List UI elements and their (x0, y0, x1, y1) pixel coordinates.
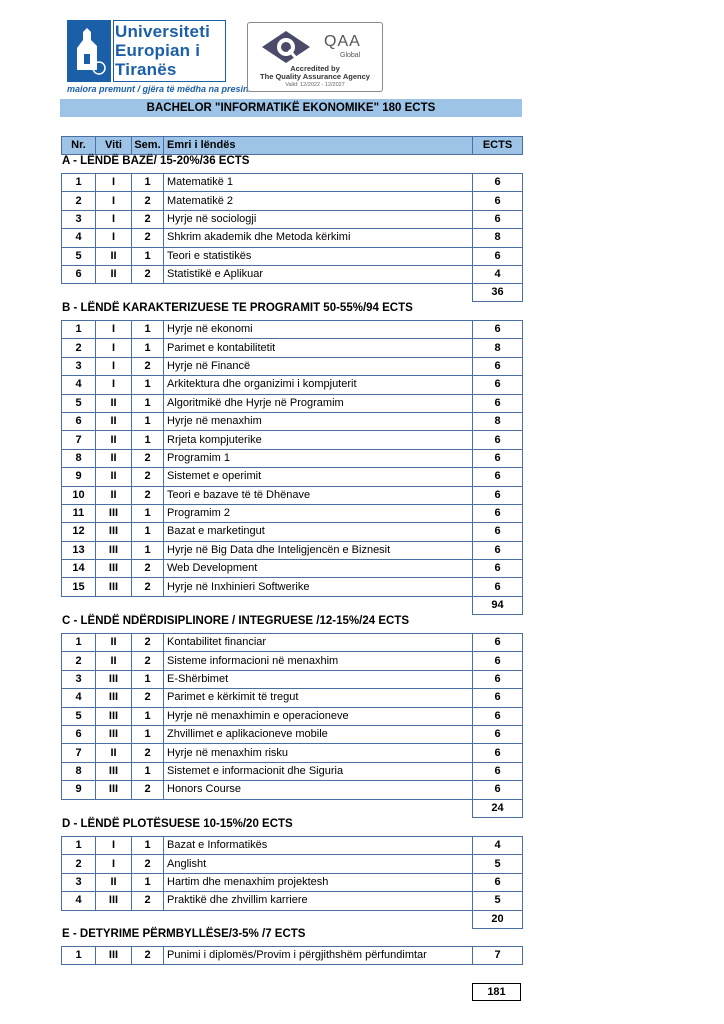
cell-course-name: Hyrje në ekonomi (164, 321, 473, 339)
section-total: 20 (473, 910, 523, 928)
col-name: Emri i lëndës (164, 137, 473, 155)
cell-nr: 1 (62, 947, 96, 965)
empty-cell (96, 596, 132, 614)
cell-sem: 2 (132, 689, 164, 707)
cell-course-name: Hyrje në Inxhinieri Softwerike (164, 578, 473, 596)
cell-nr: 9 (62, 781, 96, 799)
table-row (62, 210, 523, 228)
cell-ects: 6 (473, 578, 523, 596)
cell-viti: II (96, 634, 132, 652)
table-row (62, 578, 523, 596)
cell-nr: 1 (62, 634, 96, 652)
cell-ects: 5 (473, 892, 523, 910)
cell-viti: III (96, 523, 132, 541)
cell-viti: II (96, 486, 132, 504)
cell-sem: 2 (132, 229, 164, 247)
university-motto: maiora premunt / gjëra të mëdha na presin (67, 84, 249, 94)
cell-nr: 2 (62, 652, 96, 670)
cell-nr: 13 (62, 541, 96, 559)
cell-ects: 6 (473, 634, 523, 652)
cell-ects: 8 (473, 229, 523, 247)
cell-viti: I (96, 339, 132, 357)
cell-course-name: Hyrje në Big Data dhe Inteligjencën e Biznesit (164, 541, 473, 559)
cell-sem: 2 (132, 449, 164, 467)
cell-viti: III (96, 670, 132, 688)
cell-sem: 1 (132, 541, 164, 559)
cell-viti: III (96, 781, 132, 799)
cell-nr: 7 (62, 744, 96, 762)
cell-nr: 9 (62, 468, 96, 486)
cell-ects: 6 (473, 689, 523, 707)
cell-course-name: Parimet e kërkimit të tregut (164, 689, 473, 707)
col-nr: Nr. (62, 137, 96, 155)
cell-sem: 1 (132, 174, 164, 192)
cell-sem: 2 (132, 560, 164, 578)
empty-cell (164, 799, 473, 817)
table-row (62, 892, 523, 910)
cell-ects: 7 (473, 947, 523, 965)
cell-viti: III (96, 707, 132, 725)
cell-viti: II (96, 873, 132, 891)
table-row (62, 192, 523, 210)
course-table (61, 946, 523, 965)
cell-ects: 6 (473, 174, 523, 192)
cell-course-name: Honors Course (164, 781, 473, 799)
cell-ects: 6 (473, 357, 523, 375)
cell-sem: 1 (132, 523, 164, 541)
cell-ects: 4 (473, 265, 523, 283)
empty-cell (62, 596, 96, 614)
empty-cell (96, 910, 132, 928)
cell-nr: 14 (62, 560, 96, 578)
table-header-row (62, 137, 523, 155)
cell-sem: 1 (132, 837, 164, 855)
cell-sem: 1 (132, 707, 164, 725)
section-heading: A - LËNDË BAZË/ 15-20%/36 ECTS (62, 155, 250, 167)
cell-course-name: Matematikë 2 (164, 192, 473, 210)
cell-viti: III (96, 725, 132, 743)
cell-ects: 6 (473, 504, 523, 522)
table-row (62, 762, 523, 780)
cell-nr: 8 (62, 762, 96, 780)
section-total: 36 (473, 284, 523, 302)
cell-ects: 4 (473, 837, 523, 855)
cell-viti: I (96, 837, 132, 855)
cell-sem: 1 (132, 670, 164, 688)
cell-course-name: Shkrim akademik dhe Metoda kërkimi (164, 229, 473, 247)
empty-cell (164, 284, 473, 302)
cell-nr: 5 (62, 247, 96, 265)
cell-ects: 6 (473, 523, 523, 541)
cell-viti: II (96, 394, 132, 412)
cell-sem: 2 (132, 192, 164, 210)
cell-viti: II (96, 247, 132, 265)
cell-ects: 6 (473, 321, 523, 339)
qaa-accredited-text: Accredited by The Quality Assurance Agency (260, 64, 370, 81)
cell-nr: 3 (62, 670, 96, 688)
cell-sem: 2 (132, 947, 164, 965)
cell-ects: 6 (473, 541, 523, 559)
cell-course-name: Hyrje në Financë (164, 357, 473, 375)
qaa-accreditation-badge (247, 22, 383, 92)
table-row (62, 560, 523, 578)
section-heading: E - DETYRIME PËRMBYLLËSE/3-5% /7 ECTS (62, 928, 306, 940)
cell-sem: 2 (132, 892, 164, 910)
table-row (62, 394, 523, 412)
cell-sem: 1 (132, 247, 164, 265)
cell-ects: 6 (473, 192, 523, 210)
cell-course-name: Sistemet e informacionit dhe Siguria (164, 762, 473, 780)
cell-course-name: Bazat e Informatikës (164, 837, 473, 855)
section-heading: D - LËNDË PLOTËSUESE 10-15%/20 ECTS (62, 818, 293, 830)
empty-cell (62, 284, 96, 302)
cell-viti: II (96, 449, 132, 467)
cell-ects: 6 (473, 781, 523, 799)
cell-nr: 11 (62, 504, 96, 522)
cell-course-name: Teori e bazave të të Dhënave (164, 486, 473, 504)
cell-nr: 15 (62, 578, 96, 596)
table-row (62, 670, 523, 688)
cell-ects: 6 (473, 725, 523, 743)
cell-course-name: Anglisht (164, 855, 473, 873)
cell-viti: I (96, 321, 132, 339)
cell-nr: 3 (62, 210, 96, 228)
cell-nr: 8 (62, 449, 96, 467)
cell-sem: 2 (132, 578, 164, 596)
cell-nr: 2 (62, 339, 96, 357)
cell-sem: 1 (132, 504, 164, 522)
cell-course-name: Bazat e marketingut (164, 523, 473, 541)
cell-nr: 7 (62, 431, 96, 449)
cell-viti: I (96, 229, 132, 247)
cell-course-name: Hyrje në menaxhimin e operacioneve (164, 707, 473, 725)
cell-course-name: E-Shërbimet (164, 670, 473, 688)
cell-nr: 6 (62, 412, 96, 430)
table-row (62, 339, 523, 357)
cell-course-name: Hartim dhe menaxhim projektesh (164, 873, 473, 891)
cell-nr: 4 (62, 689, 96, 707)
cell-sem: 2 (132, 744, 164, 762)
cell-course-name: Punimi i diplomës/Provim i përgjithshëm përfundimtar (164, 947, 473, 965)
cell-course-name: Zhvillimet e aplikacioneve mobile (164, 725, 473, 743)
cell-viti: II (96, 468, 132, 486)
course-table (61, 633, 523, 818)
cell-sem: 2 (132, 652, 164, 670)
cell-viti: III (96, 947, 132, 965)
cell-nr: 5 (62, 394, 96, 412)
cell-course-name: Programim 1 (164, 449, 473, 467)
cell-sem: 1 (132, 873, 164, 891)
cell-ects: 6 (473, 744, 523, 762)
cell-sem: 2 (132, 468, 164, 486)
cell-ects: 6 (473, 210, 523, 228)
section-heading: C - LËNDË NDËRDISIPLINORE / INTEGRUESE /12-15%/24 ECTS (62, 615, 409, 627)
cell-course-name: Statistikë e Aplikuar (164, 265, 473, 283)
section-total-row (62, 799, 523, 817)
cell-ects: 8 (473, 339, 523, 357)
empty-cell (132, 284, 164, 302)
cell-viti: II (96, 412, 132, 430)
table-row (62, 247, 523, 265)
section-total: 94 (473, 596, 523, 614)
cell-sem: 2 (132, 634, 164, 652)
empty-cell (62, 799, 96, 817)
course-table (61, 836, 523, 929)
cell-course-name: Rrjeta kompjuterike (164, 431, 473, 449)
cell-sem: 2 (132, 210, 164, 228)
table-row (62, 781, 523, 799)
cell-sem: 1 (132, 725, 164, 743)
cell-ects: 6 (473, 431, 523, 449)
empty-cell (96, 799, 132, 817)
cell-ects: 8 (473, 412, 523, 430)
table-row (62, 504, 523, 522)
cell-sem: 2 (132, 265, 164, 283)
cell-viti: III (96, 541, 132, 559)
empty-cell (132, 910, 164, 928)
table-row (62, 265, 523, 283)
section-total-row (62, 284, 523, 302)
cell-viti: III (96, 762, 132, 780)
col-ects: ECTS (473, 137, 523, 155)
cell-viti: I (96, 376, 132, 394)
table-row (62, 837, 523, 855)
cell-nr: 4 (62, 892, 96, 910)
cell-sem: 2 (132, 781, 164, 799)
university-name: Universiteti Europian i Tiranës (115, 22, 210, 79)
cell-nr: 6 (62, 265, 96, 283)
table-row (62, 689, 523, 707)
cell-nr: 6 (62, 725, 96, 743)
cell-course-name: Hyrje në menaxhim (164, 412, 473, 430)
cell-course-name: Web Development (164, 560, 473, 578)
cell-course-name: Sistemet e operimit (164, 468, 473, 486)
cell-nr: 10 (62, 486, 96, 504)
qaa-logo-icon (256, 29, 316, 65)
cell-course-name: Parimet e kontabilitetit (164, 339, 473, 357)
empty-cell (164, 596, 473, 614)
cell-viti: I (96, 210, 132, 228)
empty-cell (96, 284, 132, 302)
empty-cell (62, 910, 96, 928)
cell-course-name: Programim 2 (164, 504, 473, 522)
empty-cell (132, 596, 164, 614)
cell-ects: 6 (473, 247, 523, 265)
table-row (62, 357, 523, 375)
cell-sem: 1 (132, 339, 164, 357)
table-row (62, 174, 523, 192)
cell-nr: 3 (62, 357, 96, 375)
cell-ects: 6 (473, 376, 523, 394)
cell-viti: II (96, 431, 132, 449)
grand-total: 181 (472, 983, 521, 1001)
table-row (62, 707, 523, 725)
cell-viti: I (96, 174, 132, 192)
cell-course-name: Hyrje në menaxhim risku (164, 744, 473, 762)
cell-nr: 5 (62, 707, 96, 725)
cell-sem: 1 (132, 321, 164, 339)
cell-ects: 6 (473, 394, 523, 412)
cell-nr: 1 (62, 321, 96, 339)
table-row (62, 412, 523, 430)
cell-viti: I (96, 855, 132, 873)
cell-sem: 2 (132, 855, 164, 873)
cell-course-name: Arkitektura dhe organizimi i kompjuterit (164, 376, 473, 394)
table-row (62, 855, 523, 873)
cell-ects: 6 (473, 762, 523, 780)
cell-nr: 2 (62, 855, 96, 873)
cell-sem: 1 (132, 412, 164, 430)
cell-viti: III (96, 578, 132, 596)
course-table (61, 173, 523, 302)
section-total-row (62, 596, 523, 614)
cell-viti: I (96, 192, 132, 210)
qaa-valid: Valid: 12/2022 - 12/2027 (285, 82, 345, 88)
table-row (62, 229, 523, 247)
cell-course-name: Praktikë dhe zhvillim karriere (164, 892, 473, 910)
university-emblem-icon (67, 20, 111, 82)
cell-course-name: Sisteme informacioni në menaxhim (164, 652, 473, 670)
cell-sem: 1 (132, 431, 164, 449)
table-row (62, 486, 523, 504)
table-row (62, 376, 523, 394)
table-row (62, 468, 523, 486)
cell-ects: 6 (473, 652, 523, 670)
empty-cell (132, 799, 164, 817)
cell-sem: 2 (132, 357, 164, 375)
cell-viti: II (96, 265, 132, 283)
cell-course-name: Kontabilitet financiar (164, 634, 473, 652)
table-row (62, 873, 523, 891)
cell-course-name: Algoritmikë dhe Hyrje në Programim (164, 394, 473, 412)
cell-ects: 5 (473, 855, 523, 873)
university-logo (67, 20, 249, 96)
qaa-name: QAA (324, 33, 361, 50)
cell-nr: 4 (62, 229, 96, 247)
section-total-row (62, 910, 523, 928)
cell-nr: 3 (62, 873, 96, 891)
table-row (62, 652, 523, 670)
cell-nr: 2 (62, 192, 96, 210)
cell-nr: 4 (62, 376, 96, 394)
cell-viti: II (96, 652, 132, 670)
cell-sem: 1 (132, 394, 164, 412)
page-title: BACHELOR "INFORMATIKË EKONOMIKE" 180 ECTS (60, 99, 522, 117)
cell-course-name: Matematikë 1 (164, 174, 473, 192)
cell-sem: 1 (132, 762, 164, 780)
section-heading: B - LËNDË KARAKTERIZUESE TE PROGRAMIT 50-55%/94 ECTS (62, 302, 413, 314)
course-table (61, 320, 523, 615)
cell-viti: I (96, 357, 132, 375)
cell-ects: 6 (473, 486, 523, 504)
col-sem: Sem. (132, 137, 164, 155)
table-row (62, 449, 523, 467)
cell-ects: 6 (473, 560, 523, 578)
cell-viti: II (96, 744, 132, 762)
cell-ects: 6 (473, 449, 523, 467)
cell-nr: 12 (62, 523, 96, 541)
table-row (62, 744, 523, 762)
table-row (62, 634, 523, 652)
empty-cell (164, 910, 473, 928)
table-row (62, 725, 523, 743)
col-viti: Viti (96, 137, 132, 155)
cell-course-name: Teori e statistikës (164, 247, 473, 265)
table-row (62, 541, 523, 559)
qaa-sub: Global (340, 52, 361, 59)
cell-ects: 6 (473, 670, 523, 688)
column-header-table (61, 136, 523, 155)
section-total: 24 (473, 799, 523, 817)
cell-ects: 6 (473, 873, 523, 891)
cell-viti: III (96, 560, 132, 578)
cell-sem: 1 (132, 376, 164, 394)
cell-nr: 1 (62, 174, 96, 192)
cell-viti: III (96, 689, 132, 707)
table-row (62, 523, 523, 541)
cell-sem: 2 (132, 486, 164, 504)
cell-ects: 6 (473, 707, 523, 725)
cell-viti: III (96, 504, 132, 522)
table-row (62, 431, 523, 449)
cell-nr: 1 (62, 837, 96, 855)
table-row (62, 947, 523, 965)
table-row (62, 321, 523, 339)
cell-course-name: Hyrje në sociologji (164, 210, 473, 228)
cell-viti: III (96, 892, 132, 910)
cell-ects: 6 (473, 468, 523, 486)
